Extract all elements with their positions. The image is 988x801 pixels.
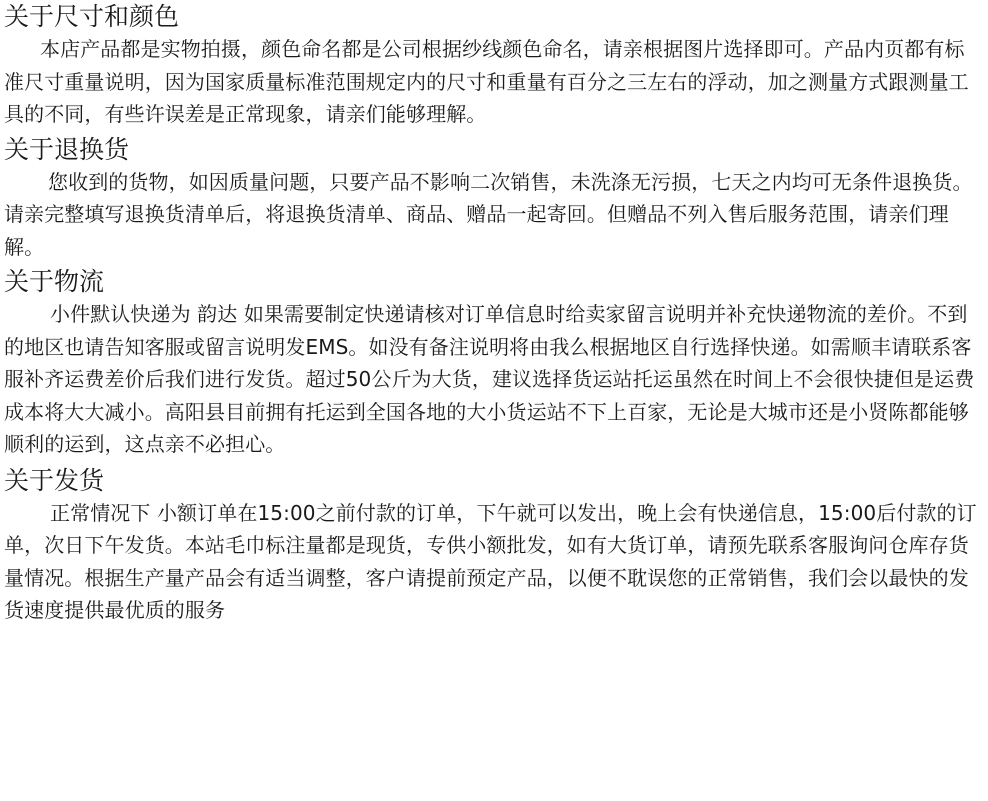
section-logistics: [4, 265, 984, 461]
section-body-size-color: 本店产品都是实物拍摄，颜色命名都是公司根据纱线颜色命名，请亲根据图片选择即可。产品内页都有标准尺寸重量说明，因为国家质量标准范围规定内的尺寸和重量有百分之三左右的浮动，加之测量方式跟测量工具的不同，有些许误差是正常现象，请亲们能够理解。: [4, 37, 969, 126]
section-title-dispatch: 关于发货: [4, 465, 105, 495]
section-dispatch: [4, 464, 984, 627]
section-title-logistics: 关于物流: [4, 267, 105, 296]
section-size-color: [4, 0, 984, 131]
section-returns: [4, 133, 984, 264]
section-body-dispatch: 正常情况下 小额订单在15:00之前付款的订单，下午就可以发出，晚上会有快递信息，15:00后付款的订单，次日下午发货。本站毛巾标注量都是现货，专供小额批发，如有大货订单，请预先联系客服询问仓库存货量情况。根据生产量产品会有适当调整，客户请提前预定产品，以便不耽误您的正常销售，我们会以最快的发货速度提供最优质的服务: [4, 500, 977, 622]
section-title-returns: 关于退换货: [4, 134, 130, 164]
section-body-returns: 您收到的货物，如因质量问题，只要产品不影响二次销售，未洗涤无污损，七天之内均可无条件退换货。请亲完整填写退换货清单后，将退换货清单、商品、赠品一起寄回。但赠品不列入售后服务范围，请亲们理解。: [4, 169, 973, 259]
section-body-logistics: 小件默认快递为 韵达 如果需要制定快递请核对订单信息时给卖家留言说明并补充快递物流的差价。不到的地区也请告知客服或留言说明发EMS。如没有备注说明将由我么根据地区自行选择快递。如需顺丰请联系客服补齐运费差价后我们进行发货。超过50公斤为大货，建议选择货运站托运虽然在时间上不会很快捷但是运费成本将大大减小。高阳县目前拥有托运到全国各地的大小货运站不下上百家，无论是大城市还是小贤陈都能够顺利的运到，这点亲不必担心。: [4, 302, 975, 456]
section-title-size-color: 关于尺寸和颜色: [4, 2, 180, 31]
